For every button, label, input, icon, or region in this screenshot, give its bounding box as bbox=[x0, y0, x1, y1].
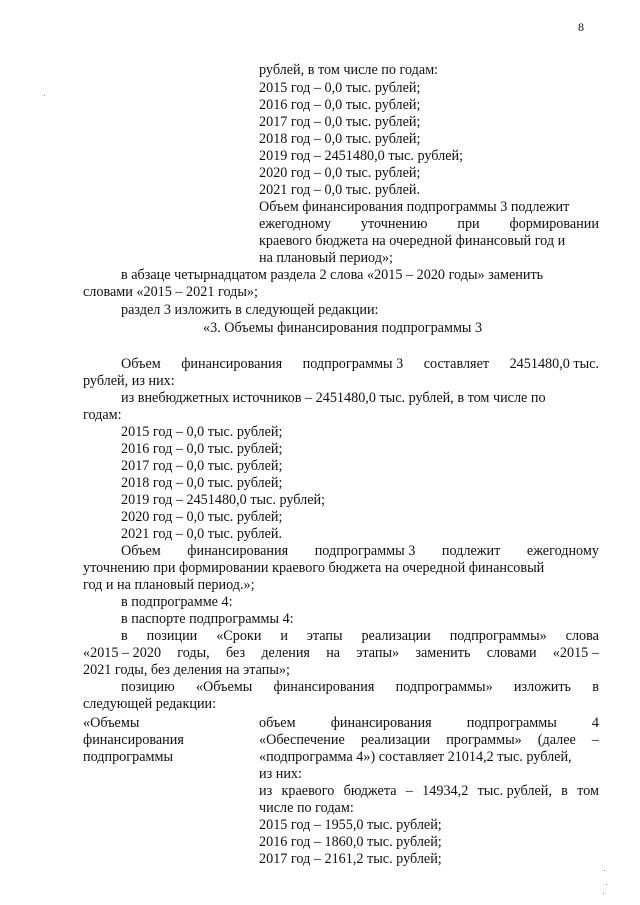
paragraph-line: годам: bbox=[83, 407, 122, 423]
word: в bbox=[561, 783, 568, 799]
year-line: 2021 год – 0,0 тыс. рублей. bbox=[121, 526, 283, 542]
text-line-justified bbox=[121, 628, 599, 645]
word: «2015 – 2020 bbox=[83, 645, 162, 661]
word: слова bbox=[565, 628, 599, 644]
word: бюджета bbox=[343, 783, 397, 799]
table-left-cell-line: «Объемы bbox=[83, 715, 140, 731]
word: этапы» bbox=[356, 645, 400, 661]
text-line-justified bbox=[83, 645, 599, 662]
text-line-justified bbox=[121, 543, 599, 560]
text-line: Объем финансирования подпрограммы 3 подлежит bbox=[259, 199, 570, 215]
word: уточнению bbox=[360, 216, 428, 232]
word: «Объемы bbox=[195, 679, 253, 695]
text-line-justified bbox=[121, 356, 599, 373]
table-left-cell-line: подпрограммы bbox=[83, 749, 173, 765]
word: подпрограммы 3 bbox=[302, 356, 404, 372]
word: Объем bbox=[121, 356, 161, 372]
year-line: 2016 год – 0,0 тыс. рублей; bbox=[121, 441, 283, 457]
word: словами bbox=[486, 645, 537, 661]
section-heading: «3. Объемы финансирования подпрограммы 3 bbox=[203, 320, 483, 336]
scan-speck bbox=[604, 870, 605, 871]
paragraph-line: рублей, из них: bbox=[83, 373, 175, 389]
word: деления bbox=[261, 645, 310, 661]
word: 14934,2 bbox=[422, 783, 469, 799]
word: «Сроки bbox=[216, 628, 262, 644]
scan-speck bbox=[606, 884, 607, 885]
paragraph-line: в подпрограмме 4: bbox=[121, 594, 233, 610]
word: 2451480,0 тыс. bbox=[509, 356, 599, 372]
scan-speck bbox=[44, 95, 45, 96]
word: финансирования bbox=[273, 679, 375, 695]
year-line: 2019 год – 2451480,0 тыс. рублей; bbox=[121, 492, 326, 508]
word: без bbox=[225, 645, 246, 661]
word: финансирования bbox=[330, 715, 432, 731]
paragraph-line: год и на плановый период.»; bbox=[83, 577, 255, 593]
year-line: 2016 год – 1860,0 тыс. рублей; bbox=[259, 834, 442, 850]
word: формировании bbox=[509, 216, 599, 232]
paragraph-line: словами «2015 – 2021 годы»; bbox=[83, 284, 258, 300]
word: из bbox=[259, 783, 273, 799]
table-left-cell-line: финансирования bbox=[83, 732, 184, 748]
word: Объем bbox=[121, 543, 161, 559]
word: подпрограммы bbox=[466, 715, 557, 731]
word: ежегодному bbox=[526, 543, 599, 559]
word: подпрограммы 3 bbox=[314, 543, 416, 559]
word: этапы bbox=[306, 628, 343, 644]
text-line-justified bbox=[259, 216, 599, 233]
word: в bbox=[592, 679, 599, 695]
word: в bbox=[121, 628, 128, 644]
word: – bbox=[405, 783, 413, 799]
year-line: 2020 год – 0,0 тыс. рублей; bbox=[259, 165, 421, 181]
word: и bbox=[280, 628, 288, 644]
word: «Обеспечение bbox=[259, 732, 345, 748]
table-right-cell-line: из них: bbox=[259, 766, 302, 782]
word: реализации bbox=[360, 732, 431, 748]
table-right-cell-line: «подпрограмма 4») составляет 21014,2 тыс. рублей, bbox=[259, 749, 572, 765]
word: (далее bbox=[537, 732, 576, 748]
word: – bbox=[591, 732, 599, 748]
word: реализации bbox=[361, 628, 431, 644]
table-right-cell-line: числе по годам: bbox=[259, 800, 354, 816]
text-line-justified bbox=[259, 715, 599, 732]
word: подпрограммы» bbox=[449, 628, 547, 644]
text-line: рублей, в том числе по годам: bbox=[259, 62, 439, 78]
text-line: краевого бюджета на очередной финансовый год и bbox=[259, 233, 566, 249]
word: позицию bbox=[121, 679, 175, 695]
year-line: 2016 год – 0,0 тыс. рублей; bbox=[259, 97, 421, 113]
text-line-justified bbox=[259, 732, 599, 749]
word: финансирования bbox=[181, 356, 283, 372]
word: составляет bbox=[423, 356, 490, 372]
word: краевого bbox=[281, 783, 335, 799]
year-line: 2015 год – 1955,0 тыс. рублей; bbox=[259, 817, 442, 833]
word: объем bbox=[259, 715, 296, 731]
word: подлежит bbox=[441, 543, 501, 559]
year-line: 2017 год – 0,0 тыс. рублей; bbox=[259, 114, 421, 130]
word: тыс. рублей, bbox=[477, 783, 552, 799]
text-line-justified bbox=[121, 679, 599, 696]
year-line: 2017 год – 0,0 тыс. рублей; bbox=[121, 458, 283, 474]
text-line-justified bbox=[259, 783, 599, 800]
word: том bbox=[577, 783, 599, 799]
word: на bbox=[326, 645, 341, 661]
year-line: 2018 год – 0,0 тыс. рублей; bbox=[259, 131, 421, 147]
year-line: 2015 год – 0,0 тыс. рублей; bbox=[121, 424, 283, 440]
word: 4 bbox=[591, 715, 599, 731]
year-line: 2018 год – 0,0 тыс. рублей; bbox=[121, 475, 283, 491]
word: изложить bbox=[513, 679, 572, 695]
word: заменить bbox=[415, 645, 471, 661]
word: программы» bbox=[446, 732, 522, 748]
paragraph-line: уточнению при формировании краевого бюджета на очередной финансовый bbox=[83, 560, 545, 576]
word: при bbox=[457, 216, 480, 232]
year-line: 2020 год – 0,0 тыс. рублей; bbox=[121, 509, 283, 525]
paragraph-line: 2021 годы, без деления на этапы»; bbox=[83, 662, 290, 678]
year-line: 2019 год – 2451480,0 тыс. рублей; bbox=[259, 148, 464, 164]
paragraph-line: из внебюджетных источников – 2451480,0 тыс. рублей, в том числе по bbox=[121, 390, 546, 406]
year-line: 2015 год – 0,0 тыс. рублей; bbox=[259, 80, 421, 96]
word: «2015 – bbox=[552, 645, 599, 661]
word: годы, bbox=[177, 645, 210, 661]
paragraph-line: раздел 3 изложить в следующей редакции: bbox=[121, 302, 379, 318]
page-number: 8 bbox=[578, 20, 584, 34]
word: финансирования bbox=[187, 543, 289, 559]
year-line: 2017 год – 2161,2 тыс. рублей; bbox=[259, 851, 442, 867]
paragraph-line: следующей редакции: bbox=[83, 696, 217, 712]
word: подпрограммы» bbox=[395, 679, 493, 695]
word: позиции bbox=[146, 628, 198, 644]
paragraph-line: в паспорте подпрограммы 4: bbox=[121, 611, 294, 627]
text-line: на плановый период»; bbox=[259, 250, 393, 266]
year-line: 2021 год – 0,0 тыс. рублей. bbox=[259, 182, 421, 198]
scan-speck bbox=[603, 893, 604, 894]
paragraph-line: в абзаце четырнадцатом раздела 2 слова «2015 – 2020 годы» заменить bbox=[121, 267, 544, 283]
word: ежегодному bbox=[259, 216, 332, 232]
